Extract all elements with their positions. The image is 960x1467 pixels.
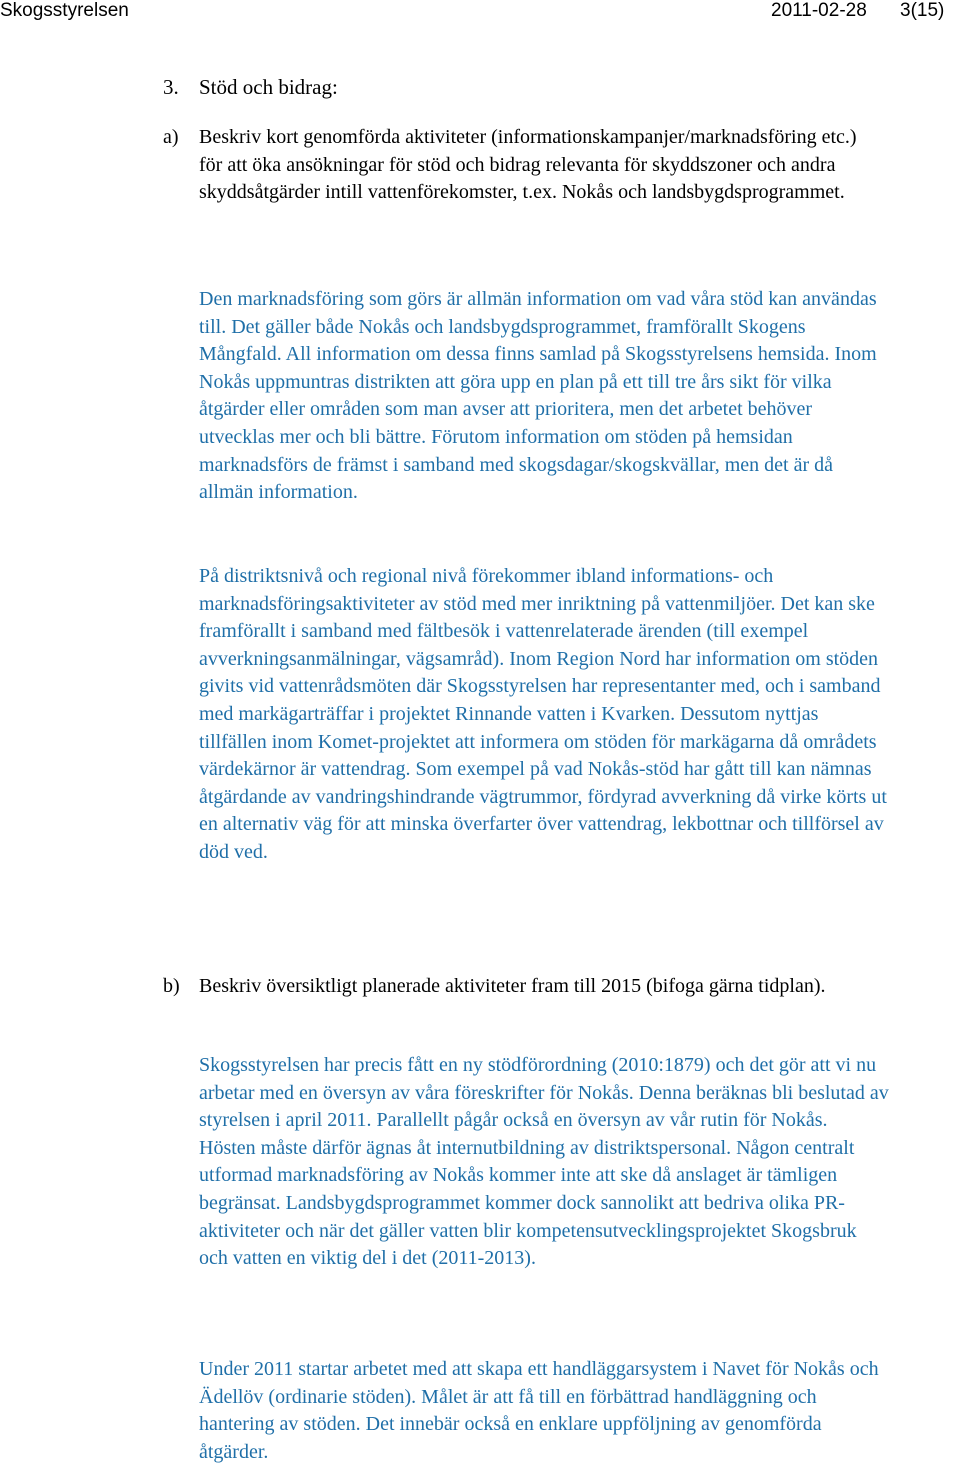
- section-number: 3.: [163, 75, 179, 99]
- section-heading: [163, 74, 338, 102]
- answer-a-paragraph-2: På distriktsnivå och regional nivå förekommer ibland informations- och marknadsföringsaktiviteter av stöd med mer inriktning på vattenmiljöer. Det kan ske framförallt i samband med fältbesök i vattenrelaterade ärenden (till exempel avverkningsanmälningar, vägsamråd). Inom Region Nord har information om stöden givits vid vattenrådsmöten där Skogsstyrelsen har representanter med, och i samband med markägarträffar i projektet Rinnande vatten i Kvarken. Dessutom nyttjas tillfällen inom Komet-projektet att informera om stöden för markägarna då områdets värdekärnor är vattendrag. Som exempel på vad Nokås-stöd har gått till kan nämnas åtgärdande av vandringshindrande vägtrummor, fördyrad avverkning då virke körts ut en alternativ väg för att minska överfarter över vattendrag, lekbottnar och tillförsel av död ved.: [199, 565, 887, 863]
- question-a-label: a): [163, 126, 179, 148]
- header-page-number: 3(15): [900, 0, 945, 21]
- section-title: Stöd och bidrag:: [199, 75, 338, 99]
- question-b-label: b): [163, 975, 180, 997]
- answer-b-paragraph-2: Under 2011 startar arbetet med att skapa ett handläggarsystem i Navet för Nokås och Ädellöv (ordinarie stöden). Målet är att få till en förbättrad handläggning och hantering av stöden. Det innebär också en enklare uppföljning av genomförda åtgärder.: [199, 1358, 879, 1463]
- answer-b-paragraph-1: Skogsstyrelsen har precis fått en ny stödförordning (2010:1879) och det gör att vi nu arbetar med en översyn av våra föreskrifter för Nokås. Denna beräknas bli beslutad av styrelsen i april 2011. Parallellt pågår också en översyn av vår rutin för Nokås. Hösten måste därför ägnas åt internutbildning av distriktspersonal. Någon centralt utformad marknadsföring av Nokås kommer inte att ske då anslaget är tämligen begränsat. Landsbygdsprogrammet kommer dock sannolikt att bedriva olika PR-aktiviteter och när det gäller vatten blir kompetensutvecklingsprojektet Skogsbruk och vatten en viktig del i det (2011-2013).: [199, 1054, 889, 1270]
- question-a-text: Beskriv kort genomförda aktiviteter (informationskampanjer/marknadsföring etc.) för att öka ansökningar för stöd och bidrag relevanta för skyddszoner och andra skyddsåtgärder intill vattenförekomster, t.ex. Nokås och landsbygdsprogrammet.: [199, 126, 857, 204]
- header-organization: Skogsstyrelsen: [0, 0, 129, 21]
- question-b-text: Beskriv översiktligt planerade aktiviteter fram till 2015 (bifoga gärna tidplan).: [199, 975, 826, 997]
- page-header: [0, 0, 960, 24]
- answer-a-paragraph-1: Den marknadsföring som görs är allmän information om vad våra stöd kan användas till. Det gäller både Nokås och landsbygdsprogrammet, framförallt Skogens Mångfald. All information om dessa finns samlad på Skogsstyrelsens hemsida. Inom Nokås uppmuntras distrikten att göra upp en plan på ett till tre års sikt för vilka åtgärder eller områden som man avser att prioritera, men det arbetet behöver utvecklas mer och bli bättre. Förutom information om stöden på hemsidan marknadsförs de främst i samband med skogsdagar/skogskvällar, men det är då allmän information.: [199, 288, 877, 504]
- header-date: 2011-02-28: [771, 0, 867, 21]
